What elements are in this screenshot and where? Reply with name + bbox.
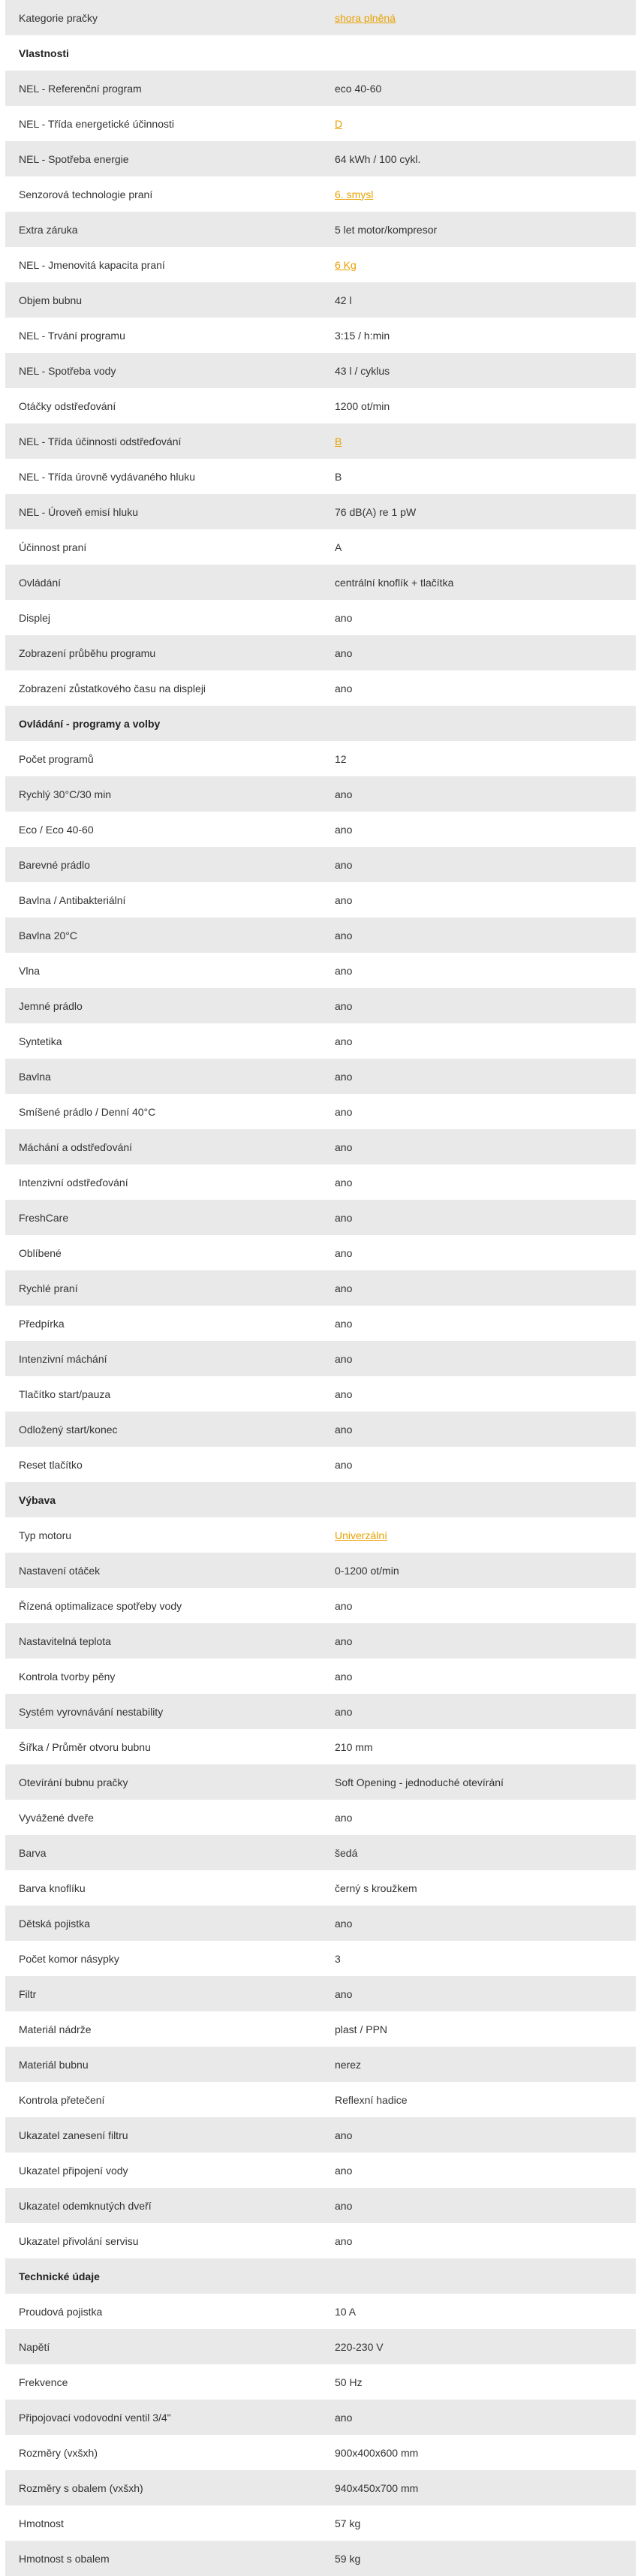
spec-row-barevne-pradlo: [5, 847, 636, 882]
spec-row-ovladani: [5, 565, 636, 600]
spec-row-filtr: [5, 1976, 636, 2011]
spec-row-extra-zaruka: [5, 212, 636, 247]
spec-row-syntetika: [5, 1023, 636, 1059]
spec-label: Reset tlačítko: [19, 1458, 83, 1471]
spec-value: ano: [335, 788, 353, 800]
spec-row-freshcare: [5, 1200, 636, 1235]
spec-value: 42 l: [335, 294, 352, 306]
spec-label: Ukazatel odemknutých dveří: [19, 2199, 152, 2212]
spec-label: Počet komor násypky: [19, 1952, 119, 1965]
spec-row-vyvazene-dvere: [5, 1800, 636, 1835]
spec-row-nel-jmenovita-kapacita-prani: [5, 247, 636, 282]
spec-value: ano: [335, 964, 353, 977]
spec-value: 57 kg: [335, 2517, 361, 2529]
spec-value: ano: [335, 1317, 353, 1330]
spec-value: 1200 ot/min: [335, 399, 390, 412]
spec-row-proudova-pojistka: [5, 2294, 636, 2329]
spec-row-frekvence: [5, 2364, 636, 2400]
spec-value: 220-230 V: [335, 2340, 384, 2353]
spec-value: ano: [335, 611, 353, 624]
spec-value: ano: [335, 1634, 353, 1647]
spec-label: Nastavitelná teplota: [19, 1634, 111, 1647]
spec-row-machani-a-odstredovani: [5, 1129, 636, 1164]
spec-value-link[interactable]: 6. smysl: [335, 188, 374, 200]
spec-row-tlacitko-start-pauza: [5, 1376, 636, 1412]
spec-label: Kontrola tvorby pěny: [19, 1670, 116, 1683]
spec-value: ano: [335, 1987, 353, 2000]
spec-label: Smíšené prádlo / Denní 40°C: [19, 1105, 156, 1118]
spec-row-rychle-prani: [5, 1270, 636, 1306]
spec-label: Vyvážené dveře: [19, 1811, 94, 1824]
spec-value: ano: [335, 1670, 353, 1683]
spec-label: Oblíbené: [19, 1246, 62, 1259]
spec-label: Máchání a odstřeďování: [19, 1140, 133, 1153]
spec-value: ano: [335, 2199, 353, 2212]
spec-row-nel-trida-urovne-vydavaneho-hluku: [5, 459, 636, 494]
spec-row-smisene-pradlo-denni-40-c: [5, 1094, 636, 1129]
spec-value: ano: [335, 1140, 353, 1153]
spec-value-link[interactable]: B: [335, 435, 342, 447]
spec-row-sirka-prumer-otvoru-bubnu: [5, 1729, 636, 1764]
spec-row-rizena-optimalizace-spotreby-vody: [5, 1588, 636, 1623]
spec-row-pripojovaci-vodovodni-ventil-3-4: [5, 2400, 636, 2435]
spec-label: NEL - Spotřeba vody: [19, 364, 116, 377]
spec-label: Vlna: [19, 964, 41, 977]
spec-value: ano: [335, 1105, 353, 1118]
section-header-technicke-udaje: [5, 2258, 636, 2294]
spec-row-nel-spotreba-energie: [5, 141, 636, 176]
spec-row-material-bubnu: [5, 2047, 636, 2082]
spec-label: Kategorie pračky: [19, 11, 98, 24]
spec-value: A: [335, 541, 342, 553]
spec-value: 210 mm: [335, 1740, 373, 1753]
spec-value: ano: [335, 999, 353, 1012]
spec-label: NEL - Třída účinnosti odstřeďování: [19, 435, 182, 447]
spec-value: ano: [335, 1035, 353, 1047]
spec-row-intenzivni-machani: [5, 1341, 636, 1376]
spec-value: ano: [335, 1246, 353, 1259]
spec-value: B: [335, 470, 342, 483]
spec-label: Proudová pojistka: [19, 2305, 103, 2318]
section-title: Ovládání - programy a volby: [19, 717, 161, 730]
spec-row-napeti: [5, 2329, 636, 2364]
spec-row-barva-knofliku: [5, 1870, 636, 1906]
spec-label: Displej: [19, 611, 51, 624]
spec-value: plast / PPN: [335, 2023, 388, 2035]
spec-row-nastaveni-otacek: [5, 1553, 636, 1588]
spec-label: Bavlna / Antibakteriální: [19, 893, 126, 906]
spec-row-bavlna: [5, 1059, 636, 1094]
spec-label: Intenzivní máchání: [19, 1352, 107, 1365]
spec-value: ano: [335, 1705, 353, 1718]
spec-label: Otáčky odstřeďování: [19, 399, 116, 412]
section-title: Technické údaje: [19, 2270, 100, 2282]
spec-row-vlna: [5, 953, 636, 988]
spec-value: ano: [335, 2164, 353, 2177]
spec-row-intenzivni-odstredovani: [5, 1164, 636, 1200]
spec-value: ano: [335, 1599, 353, 1612]
spec-label: Syntetika: [19, 1035, 62, 1047]
spec-row-ucinnost-prani: [5, 529, 636, 565]
spec-label: Zobrazení průběhu programu: [19, 646, 156, 659]
spec-label: Systém vyrovnávání nestability: [19, 1705, 164, 1718]
spec-value: ano: [335, 1423, 353, 1436]
spec-row-typ-motoru: [5, 1517, 636, 1553]
spec-value: ano: [335, 1811, 353, 1824]
spec-label: Hmotnost: [19, 2517, 64, 2529]
spec-label: Tlačítko start/pauza: [19, 1387, 111, 1400]
spec-value: ano: [335, 1352, 353, 1365]
spec-value: ano: [335, 2129, 353, 2141]
spec-value: 940x450x700 mm: [335, 2481, 419, 2494]
spec-label: NEL - Spotřeba energie: [19, 152, 129, 165]
section-header-vybava: [5, 1482, 636, 1517]
section-header-ovladani-programy-a-volby: [5, 706, 636, 741]
spec-row-nel-uroven-emisi-hluku: [5, 494, 636, 529]
spec-value-link[interactable]: 6 Kg: [335, 258, 357, 271]
spec-value: 76 dB(A) re 1 pW: [335, 505, 417, 518]
spec-label: Rychlý 30°C/30 min: [19, 788, 112, 800]
spec-label: Extra záruka: [19, 223, 78, 236]
spec-value: Soft Opening - jednoduché otevírání: [335, 1776, 504, 1788]
spec-value: ano: [335, 682, 353, 694]
spec-row-predpirka: [5, 1306, 636, 1341]
spec-label: Účinnost praní: [19, 541, 87, 553]
spec-label: Rychlé praní: [19, 1282, 78, 1294]
spec-label: Senzorová technologie praní: [19, 188, 153, 200]
spec-label: NEL - Jmenovitá kapacita praní: [19, 258, 165, 271]
spec-row-system-vyrovnavani-nestability: [5, 1694, 636, 1729]
spec-label: Řízená optimalizace spotřeby vody: [19, 1599, 182, 1612]
spec-label: NEL - Úroveň emisí hluku: [19, 505, 138, 518]
spec-label: Materiál nádrže: [19, 2023, 92, 2035]
spec-row-nel-referencni-program: [5, 71, 636, 106]
spec-row-objem-bubnu: [5, 282, 636, 318]
spec-value-link[interactable]: D: [335, 117, 343, 130]
spec-row-ukazatel-privolani-servisu: [5, 2223, 636, 2258]
spec-label: NEL - Třída energetické účinnosti: [19, 117, 174, 130]
spec-row-ukazatel-zaneseni-filtru: [5, 2117, 636, 2153]
spec-value: ano: [335, 1458, 353, 1471]
spec-row-bavlna-20-c: [5, 917, 636, 953]
spec-row-pocet-komor-nasypky: [5, 1941, 636, 1976]
spec-label: Ukazatel zanesení filtru: [19, 2129, 128, 2141]
spec-value: ano: [335, 893, 353, 906]
spec-label: Bavlna: [19, 1070, 51, 1083]
spec-label: Objem bubnu: [19, 294, 83, 306]
spec-value: nerez: [335, 2058, 362, 2071]
spec-label: Nastavení otáček: [19, 1564, 101, 1577]
spec-label: Frekvence: [19, 2376, 68, 2388]
spec-value: Reflexní hadice: [335, 2093, 408, 2106]
spec-row-ukazatel-pripojeni-vody: [5, 2153, 636, 2188]
spec-value: 50 Hz: [335, 2376, 363, 2388]
spec-value: šedá: [335, 1846, 358, 1859]
spec-row-senzorova-technologie-prani: [5, 176, 636, 212]
section-title: Vlastnosti: [19, 47, 69, 59]
spec-label: NEL - Třída úrovně vydávaného hluku: [19, 470, 196, 483]
spec-label: Ovládání: [19, 576, 62, 589]
spec-label: Bavlna 20°C: [19, 929, 77, 942]
spec-label: Rozměry s obalem (vxšxh): [19, 2481, 143, 2494]
spec-row-bavlna-antibakterialni: [5, 882, 636, 917]
spec-row-pocet-programu: [5, 741, 636, 776]
spec-row-rozmery-s-obalem-vxsxh: [5, 2470, 636, 2505]
spec-row-jemne-pradlo: [5, 988, 636, 1023]
spec-row-zobrazeni-zustatkoveho-casu-na-displeji: [5, 670, 636, 706]
spec-value: 10 A: [335, 2305, 357, 2318]
spec-row-detska-pojistka: [5, 1906, 636, 1941]
spec-row-kontrola-tvorby-peny: [5, 1659, 636, 1694]
spec-row-nel-trida-energeticke-ucinnosti: [5, 106, 636, 141]
spec-row-odlozeny-start-konec: [5, 1412, 636, 1447]
spec-row-kontrola-preteceni: [5, 2082, 636, 2117]
spec-value: ano: [335, 823, 353, 836]
spec-label: Šířka / Průměr otvoru bubnu: [19, 1740, 151, 1753]
spec-value: 43 l / cyklus: [335, 364, 390, 377]
spec-label: Barva knoflíku: [19, 1882, 86, 1894]
spec-label: Kontrola přetečení: [19, 2093, 105, 2106]
spec-row-hmotnost: [5, 2505, 636, 2541]
spec-row-rychly-30-c-30-min: [5, 776, 636, 812]
spec-row-displej: [5, 600, 636, 635]
spec-label: Barevné prádlo: [19, 858, 90, 871]
spec-row-ukazatel-odemknutych-dveri: [5, 2188, 636, 2223]
spec-label: Napětí: [19, 2340, 50, 2353]
spec-value-link[interactable]: shora plněná: [335, 11, 396, 24]
spec-label: Hmotnost s obalem: [19, 2552, 110, 2565]
spec-value: 64 kWh / 100 cykl.: [335, 152, 421, 165]
spec-value: ano: [335, 858, 353, 871]
spec-value: 5 let motor/kompresor: [335, 223, 438, 236]
spec-label: Rozměry (vxšxh): [19, 2446, 98, 2459]
spec-value: ano: [335, 1387, 353, 1400]
spec-label: Otevírání bubnu pračky: [19, 1776, 128, 1788]
spec-label: Předpírka: [19, 1317, 65, 1330]
spec-value: ano: [335, 1211, 353, 1224]
spec-row-nel-trida-ucinnosti-odstredovani: [5, 423, 636, 459]
spec-label: Barva: [19, 1846, 47, 1859]
spec-value: ano: [335, 1282, 353, 1294]
spec-value: 0-1200 ot/min: [335, 1564, 399, 1577]
spec-row-nel-trvani-programu: [5, 318, 636, 353]
spec-row-rozmery-vxsxh: [5, 2435, 636, 2470]
spec-row-nel-spotreba-vody: [5, 353, 636, 388]
spec-label: Filtr: [19, 1987, 37, 2000]
section-header-vlastnosti: [5, 35, 636, 71]
spec-value-link[interactable]: Univerzální: [335, 1529, 388, 1541]
spec-label: Jemné prádlo: [19, 999, 83, 1012]
spec-row-barva: [5, 1835, 636, 1870]
spec-row-hmotnost-s-obalem: [5, 2541, 636, 2576]
spec-value: ano: [335, 1070, 353, 1083]
spec-label: NEL - Referenční program: [19, 82, 142, 95]
spec-value: ano: [335, 1917, 353, 1930]
spec-label: Typ motoru: [19, 1529, 72, 1541]
spec-value: černý s kroužkem: [335, 1882, 417, 1894]
spec-label: Zobrazení zůstatkového času na displeji: [19, 682, 206, 694]
spec-row-reset-tlacitko: [5, 1447, 636, 1482]
spec-label: Ukazatel přivolání servisu: [19, 2234, 139, 2247]
spec-row-oblibene: [5, 1235, 636, 1270]
spec-label: Připojovací vodovodní ventil 3/4": [19, 2411, 171, 2424]
spec-value: 12: [335, 752, 347, 765]
spec-value: ano: [335, 929, 353, 942]
section-title: Výbava: [19, 1493, 56, 1506]
spec-value: centrální knoflík + tlačítka: [335, 576, 454, 589]
spec-value: 3: [335, 1952, 341, 1965]
spec-row-eco-eco-40-60: [5, 812, 636, 847]
spec-value: ano: [335, 2411, 353, 2424]
spec-row-material-nadrze: [5, 2011, 636, 2047]
spec-label: Intenzivní odstřeďování: [19, 1176, 128, 1189]
spec-value: 59 kg: [335, 2552, 361, 2565]
spec-table: [5, 0, 636, 2576]
spec-label: Ukazatel připojení vody: [19, 2164, 128, 2177]
spec-row-zobrazeni-prubehu-programu: [5, 635, 636, 670]
spec-label: Počet programů: [19, 752, 94, 765]
spec-row-otevirani-bubnu-pracky: [5, 1764, 636, 1800]
spec-value: ano: [335, 2234, 353, 2247]
spec-row-nastavitelna-teplota: [5, 1623, 636, 1659]
spec-value: 900x400x600 mm: [335, 2446, 419, 2459]
spec-value: eco 40-60: [335, 82, 382, 95]
spec-label: Dětská pojistka: [19, 1917, 90, 1930]
spec-label: FreshCare: [19, 1211, 69, 1224]
spec-row-otacky-odstredovani: [5, 388, 636, 423]
spec-label: Odložený start/konec: [19, 1423, 118, 1436]
spec-label: NEL - Trvání programu: [19, 329, 125, 342]
spec-value: ano: [335, 646, 353, 659]
spec-label: Materiál bubnu: [19, 2058, 89, 2071]
spec-row-kategorie-pracky: [5, 0, 636, 35]
spec-label: Eco / Eco 40-60: [19, 823, 94, 836]
spec-value: 3:15 / h:min: [335, 329, 390, 342]
spec-value: ano: [335, 1176, 353, 1189]
